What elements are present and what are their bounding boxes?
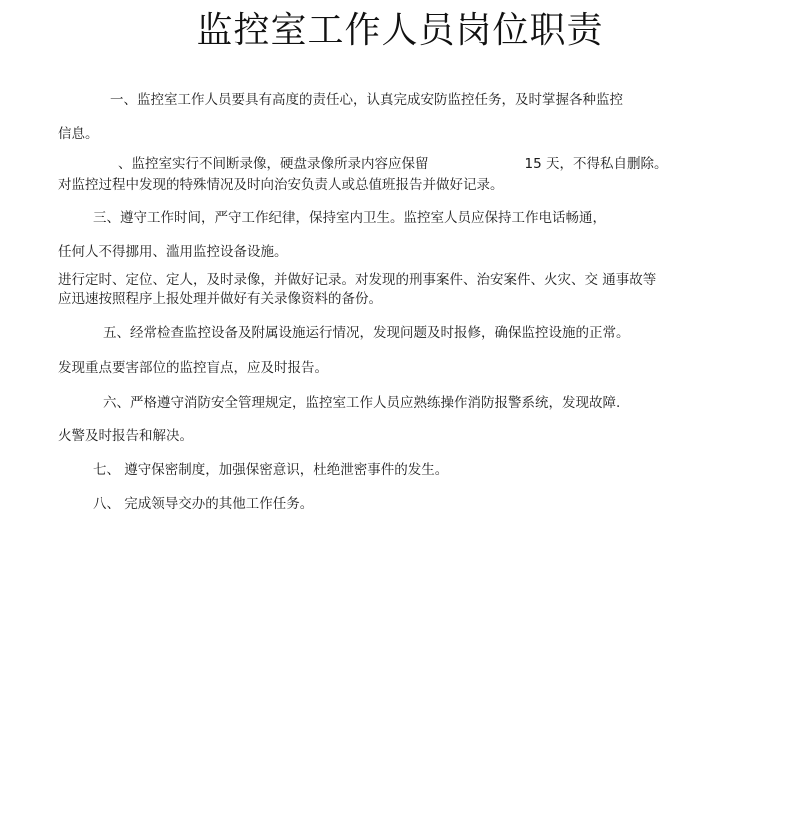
paragraph-line-12: 火警及时报告和解决。 [58,428,193,444]
paragraph-line-4: 对监控过程中发现的特殊情况及时向治安负责人或总值班报告并做好记录。 [58,177,504,193]
paragraph-line-2: 信息。 [58,126,99,142]
paragraph-line-8: 应迅速按照程序上报处理并做好有关录像资料的备份。 [58,291,382,307]
document-title: 监控室工作人员岗位职责 [196,10,604,51]
paragraph-line-6: 任何人不得挪用、滥用监控设备设施。 [58,244,288,260]
paragraph-line-5: 三、遵守工作时间，严守工作纪律，保持室内卫生。监控室人员应保持工作电话畅通， [93,210,606,226]
paragraph-line-1: 一、监控室工作人员要具有高度的责任心，认真完成安防监控任务，及时掌握各种监控 [110,92,623,108]
paragraph-line-3-days: 15 天，不得私自删除。 [524,156,668,172]
paragraph-line-3 [118,155,667,173]
paragraph-line-11: 六、严格遵守消防安全管理规定，监控室工作人员应熟练操作消防报警系统，发现故障. [103,395,621,411]
paragraph-line-10: 发现重点要害部位的监控盲点，应及时报告。 [58,360,328,376]
paragraph-line-14: 八、 完成领导交办的其他工作任务。 [93,496,314,512]
paragraph-line-7: 进行定时、定位、定人，及时录像，并做好记录。对发现的刑事案件、治安案件、火灾、交 通事故等 [58,272,657,288]
paragraph-line-9: 五、经常检查监控设备及附属设施运行情况，发现问题及时报修，确保监控设施的正常。 [103,325,630,341]
paragraph-line-13: 七、 遵守保密制度，加强保密意识，杜绝泄密事件的发生。 [93,462,449,478]
paragraph-line-3-text: 、监控室实行不间断录像，硬盘录像所录内容应保留 [118,156,429,172]
